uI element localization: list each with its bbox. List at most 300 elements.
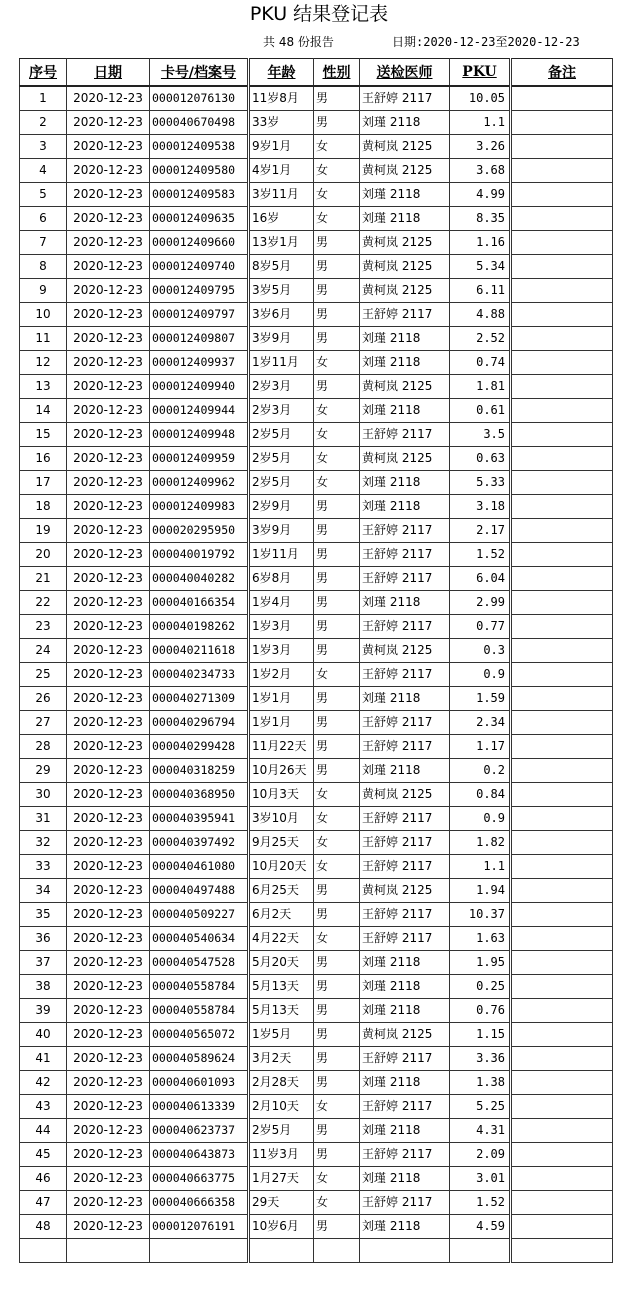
- cell-pku: 4.31: [450, 1119, 511, 1143]
- table-row: [20, 135, 613, 159]
- cell-remarks: [511, 831, 613, 855]
- cell-doctor: 王舒婷 2117: [360, 1095, 450, 1119]
- cell-pku: 2.99: [450, 591, 511, 615]
- cell-card-number: 000012409660: [150, 231, 249, 255]
- cell-date: 2020-12-23: [67, 663, 150, 687]
- cell-doctor: 刘瑾 2118: [360, 591, 450, 615]
- cell-pku: 0.76: [450, 999, 511, 1023]
- cell-card-number: 000012409937: [150, 351, 249, 375]
- column-header-remarks: 备注: [511, 59, 613, 87]
- table-row: [20, 783, 613, 807]
- table-row: [20, 351, 613, 375]
- cell-pku: 5.34: [450, 255, 511, 279]
- cell-index: 42: [20, 1071, 67, 1095]
- cell-card-number: 000012409940: [150, 375, 249, 399]
- cell-pku: 8.35: [450, 207, 511, 231]
- cell-sex: 女: [314, 471, 360, 495]
- cell-sex: 女: [314, 807, 360, 831]
- cell-sex: 男: [314, 1119, 360, 1143]
- cell-index: 17: [20, 471, 67, 495]
- cell-pku: 10.05: [450, 86, 511, 111]
- cell-doctor: 刘瑾 2118: [360, 183, 450, 207]
- cell-pku: 1.15: [450, 1023, 511, 1047]
- cell-remarks: [511, 86, 613, 111]
- cell-remarks: [511, 615, 613, 639]
- cell-card-number: 000040666358: [150, 1191, 249, 1215]
- cell-index: 1: [20, 86, 67, 111]
- table-body: [20, 86, 613, 1263]
- cell-doctor: 刘瑾 2118: [360, 111, 450, 135]
- cell-pku: 1.52: [450, 543, 511, 567]
- cell-doctor: 刘瑾 2118: [360, 999, 450, 1023]
- cell-sex: 男: [314, 975, 360, 999]
- cell-date: 2020-12-23: [67, 639, 150, 663]
- cell-age: 6岁8月: [249, 567, 314, 591]
- cell-age: 1岁3月: [249, 615, 314, 639]
- cell-index: 31: [20, 807, 67, 831]
- cell-sex: 男: [314, 759, 360, 783]
- cell-sex: 男: [314, 687, 360, 711]
- cell-age: 1岁11月: [249, 543, 314, 567]
- cell-sex: 男: [314, 999, 360, 1023]
- cell-index: 44: [20, 1119, 67, 1143]
- cell-sex: 女: [314, 399, 360, 423]
- cell-date: 2020-12-23: [67, 759, 150, 783]
- cell-date: 2020-12-23: [67, 351, 150, 375]
- cell-remarks: [511, 135, 613, 159]
- cell-age: 16岁: [249, 207, 314, 231]
- cell-doctor: 黄柯岚 2125: [360, 231, 450, 255]
- table-row: [20, 543, 613, 567]
- cell-remarks: [511, 1143, 613, 1167]
- cell-age: 3岁10月: [249, 807, 314, 831]
- cell-pku: 10.37: [450, 903, 511, 927]
- cell-doctor: [360, 1239, 450, 1263]
- cell-date: 2020-12-23: [67, 735, 150, 759]
- table-row: [20, 1215, 613, 1239]
- cell-sex: 男: [314, 375, 360, 399]
- cell-index: 8: [20, 255, 67, 279]
- cell-doctor: 黄柯岚 2125: [360, 135, 450, 159]
- report-count: 共 48 份报告: [263, 35, 334, 49]
- table-row: [20, 735, 613, 759]
- cell-doctor: 刘瑾 2118: [360, 951, 450, 975]
- cell-age: 11月22天: [249, 735, 314, 759]
- table-row: [20, 711, 613, 735]
- cell-sex: 男: [314, 1071, 360, 1095]
- cell-remarks: [511, 1095, 613, 1119]
- cell-sex: 男: [314, 303, 360, 327]
- cell-date: 2020-12-23: [67, 86, 150, 111]
- cell-remarks: [511, 855, 613, 879]
- cell-doctor: 刘瑾 2118: [360, 759, 450, 783]
- cell-sex: 女: [314, 447, 360, 471]
- cell-date: 2020-12-23: [67, 951, 150, 975]
- table-row: [20, 1119, 613, 1143]
- cell-remarks: [511, 687, 613, 711]
- table-row: [20, 1191, 613, 1215]
- cell-age: 13岁1月: [249, 231, 314, 255]
- cell-doctor: 王舒婷 2117: [360, 423, 450, 447]
- cell-sex: 女: [314, 183, 360, 207]
- cell-index: 21: [20, 567, 67, 591]
- cell-remarks: [511, 423, 613, 447]
- cell-pku: 4.88: [450, 303, 511, 327]
- cell-index: 33: [20, 855, 67, 879]
- cell-sex: 女: [314, 831, 360, 855]
- cell-pku: 0.9: [450, 807, 511, 831]
- cell-sex: 女: [314, 1167, 360, 1191]
- cell-index: 12: [20, 351, 67, 375]
- cell-index: 3: [20, 135, 67, 159]
- cell-pku: 0.84: [450, 783, 511, 807]
- cell-age: 9岁1月: [249, 135, 314, 159]
- cell-sex: 男: [314, 86, 360, 111]
- cell-card-number: 000040271309: [150, 687, 249, 711]
- table-row: [20, 183, 613, 207]
- cell-doctor: 黄柯岚 2125: [360, 879, 450, 903]
- cell-date: 2020-12-23: [67, 183, 150, 207]
- cell-pku: 1.38: [450, 1071, 511, 1095]
- cell-remarks: [511, 1071, 613, 1095]
- cell-remarks: [511, 351, 613, 375]
- cell-index: 16: [20, 447, 67, 471]
- cell-age: [249, 1239, 314, 1263]
- table-row: [20, 495, 613, 519]
- table-row: [20, 255, 613, 279]
- cell-index: 34: [20, 879, 67, 903]
- cell-doctor: 刘瑾 2118: [360, 351, 450, 375]
- cell-date: [67, 1239, 150, 1263]
- cell-card-number: 000012409795: [150, 279, 249, 303]
- cell-pku: 0.3: [450, 639, 511, 663]
- cell-index: 35: [20, 903, 67, 927]
- cell-date: 2020-12-23: [67, 375, 150, 399]
- cell-age: 3岁5月: [249, 279, 314, 303]
- cell-doctor: 刘瑾 2118: [360, 687, 450, 711]
- cell-remarks: [511, 279, 613, 303]
- cell-index: 43: [20, 1095, 67, 1119]
- cell-card-number: 000040299428: [150, 735, 249, 759]
- cell-doctor: 王舒婷 2117: [360, 1047, 450, 1071]
- cell-sex: 女: [314, 927, 360, 951]
- cell-sex: 男: [314, 879, 360, 903]
- cell-age: 1岁11月: [249, 351, 314, 375]
- cell-date: 2020-12-23: [67, 1119, 150, 1143]
- cell-pku: 1.1: [450, 855, 511, 879]
- cell-date: 2020-12-23: [67, 327, 150, 351]
- table-row: [20, 615, 613, 639]
- cell-card-number: 000040040282: [150, 567, 249, 591]
- table-row: [20, 519, 613, 543]
- cell-remarks: [511, 927, 613, 951]
- cell-doctor: 刘瑾 2118: [360, 1215, 450, 1239]
- cell-date: 2020-12-23: [67, 855, 150, 879]
- cell-sex: 男: [314, 1047, 360, 1071]
- cell-date: 2020-12-23: [67, 111, 150, 135]
- cell-date: 2020-12-23: [67, 1191, 150, 1215]
- table-row: [20, 879, 613, 903]
- cell-remarks: [511, 447, 613, 471]
- cell-date: 2020-12-23: [67, 1095, 150, 1119]
- cell-date: 2020-12-23: [67, 423, 150, 447]
- table-row: [20, 831, 613, 855]
- cell-sex: 男: [314, 591, 360, 615]
- table-row: [20, 1047, 613, 1071]
- cell-index: 7: [20, 231, 67, 255]
- cell-index: [20, 1239, 67, 1263]
- cell-card-number: 000012409580: [150, 159, 249, 183]
- cell-remarks: [511, 1119, 613, 1143]
- cell-index: 22: [20, 591, 67, 615]
- cell-card-number: 000012409959: [150, 447, 249, 471]
- cell-sex: 男: [314, 327, 360, 351]
- cell-pku: 1.59: [450, 687, 511, 711]
- cell-card-number: 000040558784: [150, 999, 249, 1023]
- cell-card-number: 000012409983: [150, 495, 249, 519]
- cell-age: 1岁4月: [249, 591, 314, 615]
- cell-pku: 0.61: [450, 399, 511, 423]
- cell-sex: 女: [314, 207, 360, 231]
- cell-remarks: [511, 1167, 613, 1191]
- cell-card-number: 000020295950: [150, 519, 249, 543]
- cell-doctor: 黄柯岚 2125: [360, 783, 450, 807]
- cell-sex: 男: [314, 735, 360, 759]
- cell-remarks: [511, 879, 613, 903]
- cell-card-number: 000040540634: [150, 927, 249, 951]
- cell-remarks: [511, 759, 613, 783]
- cell-pku: 2.34: [450, 711, 511, 735]
- cell-doctor: 刘瑾 2118: [360, 1167, 450, 1191]
- cell-doctor: 黄柯岚 2125: [360, 279, 450, 303]
- table-row: [20, 327, 613, 351]
- cell-card-number: 000012409807: [150, 327, 249, 351]
- cell-card-number: 000040397492: [150, 831, 249, 855]
- cell-card-number: [150, 1239, 249, 1263]
- cell-index: 26: [20, 687, 67, 711]
- cell-date: 2020-12-23: [67, 303, 150, 327]
- column-header-card-number: 卡号/档案号: [150, 59, 249, 87]
- cell-date: 2020-12-23: [67, 615, 150, 639]
- cell-date: 2020-12-23: [67, 1143, 150, 1167]
- cell-sex: 女: [314, 1095, 360, 1119]
- cell-pku: 0.2: [450, 759, 511, 783]
- cell-pku: 3.18: [450, 495, 511, 519]
- cell-sex: 女: [314, 159, 360, 183]
- cell-age: 2岁5月: [249, 471, 314, 495]
- cell-remarks: [511, 1023, 613, 1047]
- table-row: [20, 759, 613, 783]
- cell-age: 10岁6月: [249, 1215, 314, 1239]
- cell-pku: 0.74: [450, 351, 511, 375]
- cell-doctor: 王舒婷 2117: [360, 807, 450, 831]
- cell-remarks: [511, 519, 613, 543]
- cell-pku: 1.16: [450, 231, 511, 255]
- cell-card-number: 000012409944: [150, 399, 249, 423]
- cell-sex: 女: [314, 1191, 360, 1215]
- cell-doctor: 王舒婷 2117: [360, 1143, 450, 1167]
- table-row: [20, 471, 613, 495]
- cell-index: 6: [20, 207, 67, 231]
- cell-sex: 男: [314, 1143, 360, 1167]
- cell-age: 11岁3月: [249, 1143, 314, 1167]
- table-row: [20, 159, 613, 183]
- table-row: [20, 447, 613, 471]
- cell-card-number: 000040461080: [150, 855, 249, 879]
- cell-age: 2岁5月: [249, 1119, 314, 1143]
- cell-age: 1岁1月: [249, 687, 314, 711]
- cell-doctor: 王舒婷 2117: [360, 615, 450, 639]
- cell-date: 2020-12-23: [67, 1023, 150, 1047]
- cell-doctor: 刘瑾 2118: [360, 1119, 450, 1143]
- cell-age: 8岁5月: [249, 255, 314, 279]
- cell-doctor: 王舒婷 2117: [360, 903, 450, 927]
- table-row: [20, 1023, 613, 1047]
- table-row: [20, 999, 613, 1023]
- cell-pku: 3.5: [450, 423, 511, 447]
- cell-remarks: [511, 903, 613, 927]
- cell-doctor: 王舒婷 2117: [360, 543, 450, 567]
- cell-age: 33岁: [249, 111, 314, 135]
- cell-age: 2岁5月: [249, 447, 314, 471]
- cell-date: 2020-12-23: [67, 495, 150, 519]
- cell-sex: 女: [314, 663, 360, 687]
- column-header-age: 年龄: [249, 59, 314, 87]
- cell-age: 11岁8月: [249, 86, 314, 111]
- cell-card-number: 000040565072: [150, 1023, 249, 1047]
- cell-index: 40: [20, 1023, 67, 1047]
- cell-sex: 男: [314, 231, 360, 255]
- cell-doctor: 王舒婷 2117: [360, 303, 450, 327]
- cell-date: 2020-12-23: [67, 231, 150, 255]
- cell-pku: 1.95: [450, 951, 511, 975]
- cell-card-number: 000012409538: [150, 135, 249, 159]
- cell-remarks: [511, 183, 613, 207]
- cell-pku: 1.81: [450, 375, 511, 399]
- cell-card-number: 000040497488: [150, 879, 249, 903]
- table-row: [20, 1095, 613, 1119]
- cell-index: 25: [20, 663, 67, 687]
- cell-date: 2020-12-23: [67, 1215, 150, 1239]
- cell-date: 2020-12-23: [67, 999, 150, 1023]
- cell-date: 2020-12-23: [67, 687, 150, 711]
- table-row: [20, 855, 613, 879]
- cell-index: 5: [20, 183, 67, 207]
- column-header-index: 序号: [20, 59, 67, 87]
- cell-age: 1岁5月: [249, 1023, 314, 1047]
- cell-sex: 男: [314, 1023, 360, 1047]
- cell-date: 2020-12-23: [67, 975, 150, 999]
- cell-pku: 0.63: [450, 447, 511, 471]
- cell-pku: 1.17: [450, 735, 511, 759]
- table-row: [20, 687, 613, 711]
- cell-sex: 女: [314, 423, 360, 447]
- cell-doctor: 刘瑾 2118: [360, 1071, 450, 1095]
- cell-remarks: [511, 255, 613, 279]
- cell-age: 3月2天: [249, 1047, 314, 1071]
- cell-age: 1岁2月: [249, 663, 314, 687]
- cell-sex: 男: [314, 951, 360, 975]
- cell-card-number: 000040198262: [150, 615, 249, 639]
- cell-sex: 女: [314, 135, 360, 159]
- cell-index: 23: [20, 615, 67, 639]
- cell-index: 36: [20, 927, 67, 951]
- table-row: [20, 903, 613, 927]
- cell-date: 2020-12-23: [67, 471, 150, 495]
- cell-card-number: 000040613339: [150, 1095, 249, 1119]
- cell-index: 48: [20, 1215, 67, 1239]
- cell-pku: 1.94: [450, 879, 511, 903]
- cell-remarks: [511, 495, 613, 519]
- cell-index: 13: [20, 375, 67, 399]
- table-row: [20, 975, 613, 999]
- cell-age: 1月27天: [249, 1167, 314, 1191]
- table-row: [20, 1071, 613, 1095]
- table-row: [20, 375, 613, 399]
- cell-index: 19: [20, 519, 67, 543]
- cell-remarks: [511, 1239, 613, 1263]
- cell-remarks: [511, 159, 613, 183]
- cell-remarks: [511, 783, 613, 807]
- cell-age: 4岁1月: [249, 159, 314, 183]
- cell-doctor: 王舒婷 2117: [360, 711, 450, 735]
- cell-index: 2: [20, 111, 67, 135]
- cell-age: 5月13天: [249, 999, 314, 1023]
- cell-card-number: 000040395941: [150, 807, 249, 831]
- cell-age: 3岁9月: [249, 519, 314, 543]
- cell-sex: 男: [314, 1215, 360, 1239]
- cell-index: 39: [20, 999, 67, 1023]
- cell-age: 3岁6月: [249, 303, 314, 327]
- cell-sex: 男: [314, 111, 360, 135]
- cell-card-number: 000040558784: [150, 975, 249, 999]
- cell-index: 30: [20, 783, 67, 807]
- cell-date: 2020-12-23: [67, 591, 150, 615]
- table-row: [20, 1143, 613, 1167]
- cell-remarks: [511, 1215, 613, 1239]
- column-header-pku: PKU: [450, 59, 511, 87]
- cell-doctor: 黄柯岚 2125: [360, 639, 450, 663]
- cell-card-number: 000040318259: [150, 759, 249, 783]
- cell-age: 10月26天: [249, 759, 314, 783]
- table-row: [20, 303, 613, 327]
- cell-card-number: 000040547528: [150, 951, 249, 975]
- report-date-range: 日期:2020-12-23至2020-12-23: [392, 35, 580, 49]
- cell-card-number: 000040368950: [150, 783, 249, 807]
- cell-date: 2020-12-23: [67, 447, 150, 471]
- cell-date: 2020-12-23: [67, 783, 150, 807]
- cell-doctor: 黄柯岚 2125: [360, 447, 450, 471]
- cell-age: 3岁9月: [249, 327, 314, 351]
- table-row: [20, 86, 613, 111]
- cell-doctor: 王舒婷 2117: [360, 519, 450, 543]
- cell-sex: 男: [314, 711, 360, 735]
- cell-card-number: 000040601093: [150, 1071, 249, 1095]
- cell-date: 2020-12-23: [67, 1167, 150, 1191]
- cell-pku: 1.82: [450, 831, 511, 855]
- cell-index: 24: [20, 639, 67, 663]
- cell-index: 45: [20, 1143, 67, 1167]
- cell-doctor: 刘瑾 2118: [360, 327, 450, 351]
- cell-index: 32: [20, 831, 67, 855]
- cell-age: 3岁11月: [249, 183, 314, 207]
- cell-doctor: 王舒婷 2117: [360, 86, 450, 111]
- cell-pku: 6.04: [450, 567, 511, 591]
- cell-card-number: 000040509227: [150, 903, 249, 927]
- cell-pku: 0.77: [450, 615, 511, 639]
- cell-pku: 1.63: [450, 927, 511, 951]
- cell-index: 47: [20, 1191, 67, 1215]
